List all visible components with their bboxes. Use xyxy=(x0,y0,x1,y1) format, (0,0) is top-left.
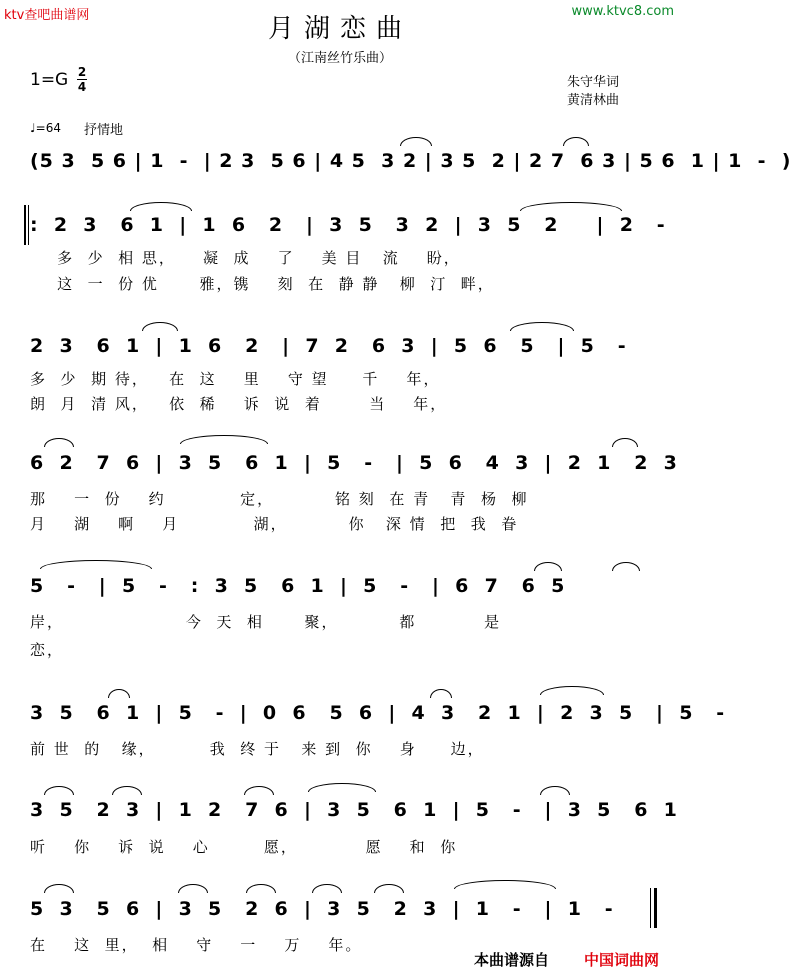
lyric-line: 朗 月 清 风， 依 稀 诉 说 着 当 年， xyxy=(30,395,448,413)
notation-line: 5 3 5 6 | 3 5 2 6 | 3 5 2 3 | 1 - | 1 - xyxy=(30,898,614,920)
notation-line: (5 3 5 6 | 1 - | 2 3 5 6 | 4 5 3 2 | 3 5 2 | 2 7 6 3 | 5 6 1 | 1 - ) xyxy=(30,150,791,172)
slur-mark xyxy=(244,786,274,795)
lyric-line: 岸， 今 天 相 聚， 都 是 xyxy=(30,613,502,631)
slur-mark xyxy=(430,689,452,698)
slur-mark xyxy=(180,435,268,444)
time-signature xyxy=(77,66,87,93)
notation-line: : 2 3 6 1 | 1 6 2 | 3 5 3 2 | 3 5 2 | 2 - xyxy=(30,214,666,236)
footer-site-link[interactable]: 中国词曲网 xyxy=(584,951,660,969)
slur-mark xyxy=(108,689,130,698)
slur-mark xyxy=(612,562,640,571)
notation-line: 5 - | 5 - : 3 5 6 1 | 5 - | 6 7 6 5 xyxy=(30,575,566,597)
slur-mark xyxy=(540,786,570,795)
slur-mark xyxy=(308,783,376,792)
slur-mark xyxy=(540,686,604,695)
lyric-line: 听 你 诉 说 心 愿， 愿 和 你 xyxy=(30,838,458,856)
song-subtitle: （江南丝竹乐曲） xyxy=(287,51,392,66)
lyric-line: 月 湖 啊 月 湖， 你 深 情 把 我 眷 xyxy=(30,515,519,533)
repeat-barline xyxy=(28,205,29,245)
notation-line: 6 2 7 6 | 3 5 6 1 | 5 - | 5 6 4 3 | 2 1 2 3 xyxy=(30,452,678,474)
notation-line: 2 3 6 1 | 1 6 2 | 7 2 6 3 | 5 6 5 | 5 - xyxy=(30,335,627,357)
slur-mark xyxy=(44,438,74,447)
slur-mark xyxy=(178,884,208,893)
final-barline-thin xyxy=(650,888,651,928)
song-title: 月湖恋曲 xyxy=(267,14,412,44)
slur-mark xyxy=(40,560,152,569)
slur-mark xyxy=(44,884,74,893)
slur-mark xyxy=(112,786,142,795)
slur-mark xyxy=(142,322,178,331)
slur-mark xyxy=(246,884,276,893)
final-barline-thick xyxy=(654,888,657,928)
lyric-line: 恋， xyxy=(30,641,65,659)
lyric-line: 多 少 期 待， 在 这 里 守 望 千 年， xyxy=(30,370,441,388)
meter-bottom: 4 xyxy=(77,80,87,94)
notation-line: 3 5 6 1 | 5 - | 0 6 5 6 | 4 3 2 1 | 2 3 5 | 5 - xyxy=(30,702,726,724)
lyric-line: 多 少 相 思， 凝 成 了 美 目 流 盼， xyxy=(30,249,461,267)
watermark-right: www.ktvc8.com xyxy=(571,4,674,19)
expression-marking: 抒情地 xyxy=(84,123,124,138)
footer-source-label: 本曲谱源自 xyxy=(474,951,550,969)
slur-mark xyxy=(534,562,562,571)
composer-credit: 黄清林曲 xyxy=(567,93,620,108)
meter-top: 2 xyxy=(77,65,87,79)
slur-mark xyxy=(612,438,638,447)
tempo-marking: ♩=64 xyxy=(30,121,61,135)
slur-mark xyxy=(44,786,74,795)
notation-line: 3 5 2 3 | 1 2 7 6 | 3 5 6 1 | 5 - | 3 5 6 1 xyxy=(30,799,678,821)
lyricist-credit: 朱守华词 xyxy=(567,75,620,90)
repeat-barline xyxy=(24,205,26,245)
key-signature: 1=G xyxy=(30,70,69,90)
watermark-left: ktv查吧曲谱网 xyxy=(4,8,90,23)
slur-mark xyxy=(454,880,556,889)
slur-mark xyxy=(400,137,432,146)
lyric-line: 前 世 的 缘， 我 终 于 来 到 你 身 边， xyxy=(30,740,485,758)
slur-mark xyxy=(312,884,342,893)
slur-mark xyxy=(520,202,622,211)
lyric-line: 那 一 份 约 定， 铭 刻 在 青 青 杨 柳 xyxy=(30,490,529,508)
slur-mark xyxy=(374,884,404,893)
slur-mark xyxy=(130,202,192,211)
slur-mark xyxy=(563,137,589,146)
lyric-line: 在 这 里， 相 守 一 万 年。 xyxy=(30,936,363,954)
slur-mark xyxy=(510,322,574,331)
lyric-line: 这 一 份 优 雅，镌 刻 在 静 静 柳 汀 畔， xyxy=(30,275,495,293)
